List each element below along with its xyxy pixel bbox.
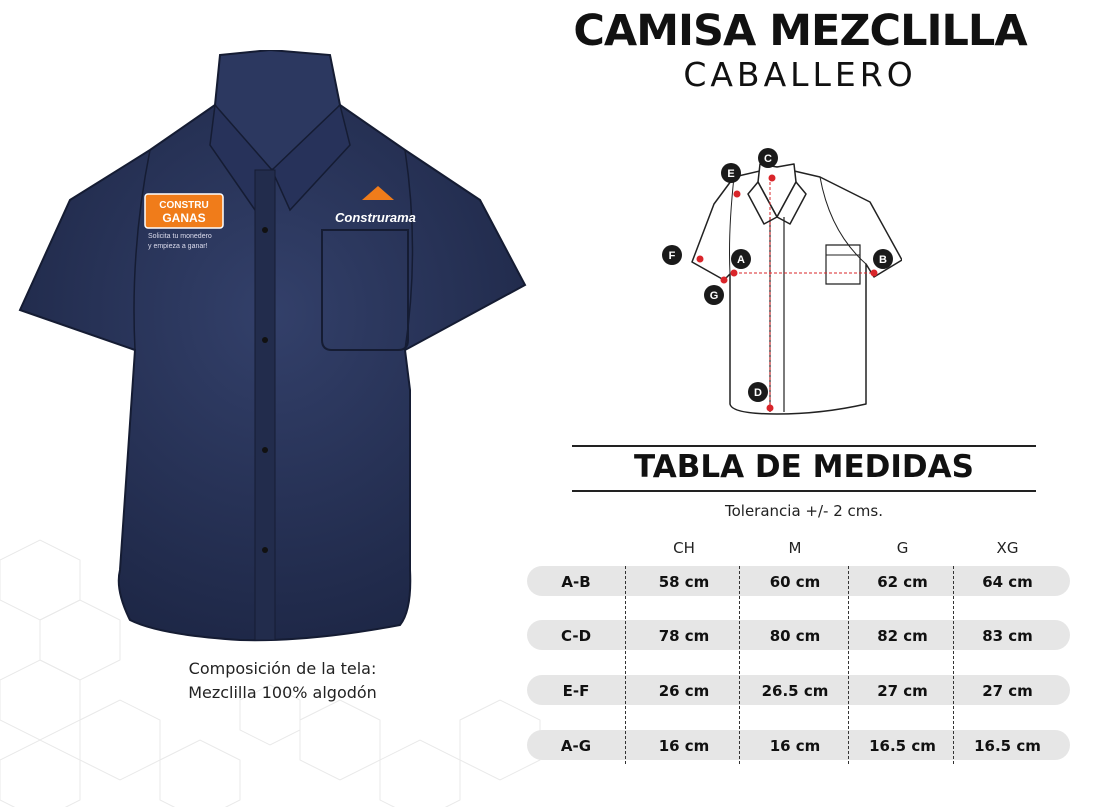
table-bottom-rule (572, 490, 1036, 492)
svg-text:A: A (737, 254, 745, 266)
table-cell: 58 cm (658, 573, 710, 591)
column-divider (739, 566, 741, 764)
page-subtitle: CABALLERO (683, 55, 917, 94)
column-divider (848, 566, 850, 764)
svg-text:CONSTRU: CONSTRU (159, 200, 209, 211)
fabric-label: Composición de la tela: (188, 659, 377, 678)
table-cell: 83 cm (982, 627, 1033, 645)
size-header-xg: XG (996, 539, 1019, 557)
row-label-a-g: A-G (560, 737, 592, 755)
size-header-g: G (896, 539, 909, 557)
table-cell: 16.5 cm (974, 737, 1041, 755)
row-label-e-f: E-F (562, 682, 590, 700)
svg-text:y empieza a ganar!: y empieza a ganar! (148, 243, 208, 250)
svg-text:F: F (668, 250, 676, 262)
column-divider (625, 566, 627, 764)
shirt-photo (10, 50, 550, 650)
svg-text:GANAS: GANAS (162, 211, 206, 225)
table-title: TABLA DE MEDIDAS (634, 449, 974, 485)
table-cell: 64 cm (982, 573, 1033, 591)
table-cell: 27 cm (877, 682, 928, 700)
table-cell: 26.5 cm (761, 682, 829, 700)
table-cell: 60 cm (769, 573, 821, 591)
table-cell: 78 cm (658, 627, 710, 645)
svg-text:Solicita tu monedero: Solicita tu monedero (148, 233, 212, 240)
table-top-rule (572, 445, 1036, 447)
size-header-ch: CH (673, 539, 695, 557)
page-title: CAMISA MEZCLILLA (573, 6, 1027, 56)
svg-text:C: C (764, 153, 772, 165)
column-divider (953, 566, 955, 764)
svg-text:D: D (754, 387, 762, 399)
size-header-m: M (788, 539, 802, 557)
fabric-composition (150, 657, 415, 705)
table-cell: 27 cm (982, 682, 1033, 700)
row-label-a-b: A-B (561, 573, 591, 591)
table-cell: 16.5 cm (869, 737, 936, 755)
table-cell: 26 cm (658, 682, 710, 700)
svg-text:B: B (879, 254, 887, 266)
table-cell: 16 cm (658, 737, 710, 755)
measurement-diagram (652, 142, 902, 422)
tolerance-note: Tolerancia +/- 2 cms. (725, 502, 883, 520)
table-cell: 82 cm (877, 627, 928, 645)
svg-text:E: E (727, 168, 735, 180)
row-label-c-d: C-D (560, 627, 592, 645)
svg-text:Construrama: Construrama (335, 210, 416, 225)
fabric-value: Mezclilla 100% algodón (188, 683, 377, 702)
table-cell: 62 cm (877, 573, 928, 591)
table-cell: 80 cm (769, 627, 821, 645)
svg-text:G: G (709, 290, 719, 302)
table-cell: 16 cm (769, 737, 821, 755)
